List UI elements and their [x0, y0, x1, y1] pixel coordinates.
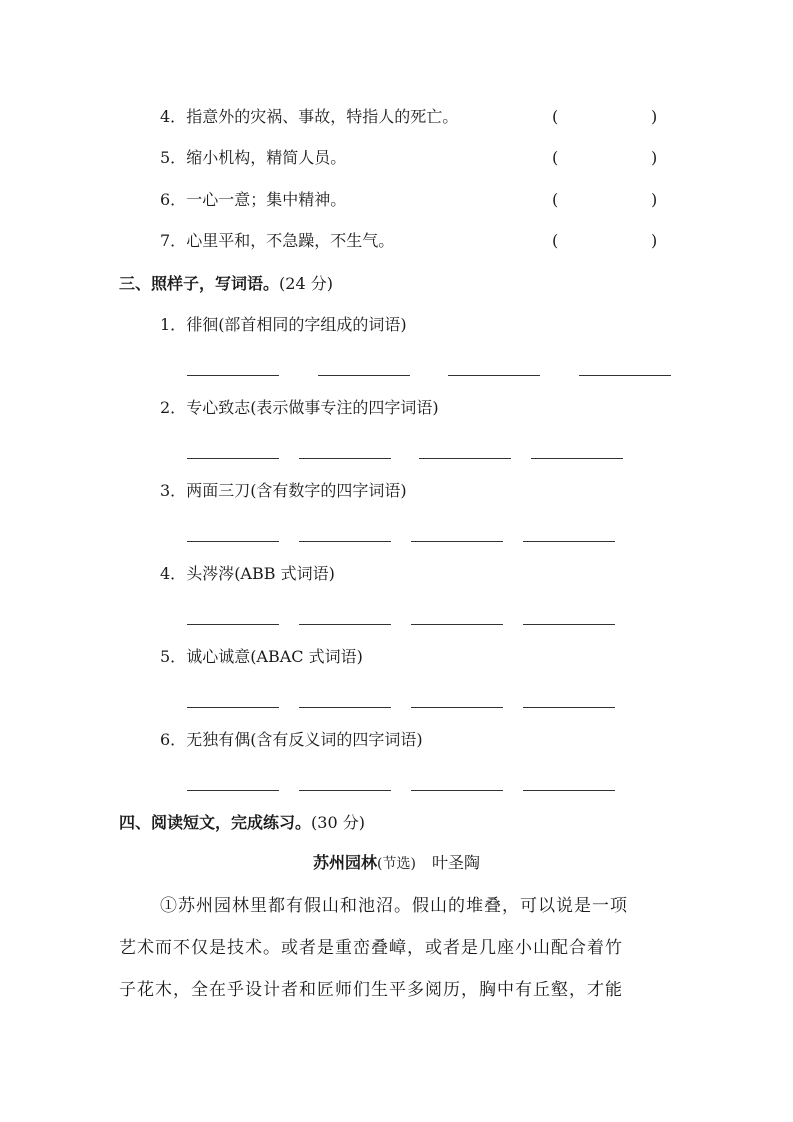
answer-paren-close: ): [651, 231, 658, 250]
answer-blank[interactable]: [523, 541, 615, 542]
item-number: 3．: [160, 481, 187, 500]
item-number: 4．: [160, 564, 187, 583]
answer-paren-close: ): [651, 190, 658, 209]
item-text: 心里平和，不急躁，不生气。: [186, 231, 395, 250]
list-item: [160, 646, 363, 668]
item-text: 专心致志(表示做事专注的四字词语): [186, 398, 439, 417]
answer-blank[interactable]: [299, 541, 391, 542]
list-item: [160, 106, 458, 128]
answer-blank[interactable]: [523, 790, 615, 791]
answer-paren-open: (: [552, 190, 559, 209]
answer-blank[interactable]: [187, 541, 279, 542]
item-text: 一心一意；集中精神。: [186, 190, 347, 209]
item-number: 6．: [160, 190, 187, 209]
passage-line: ①苏州园林里都有假山和池沼。假山的堆叠，可以说是一项: [160, 896, 628, 916]
answer-blank[interactable]: [187, 707, 279, 708]
answer-blank[interactable]: [299, 790, 391, 791]
section3-points: (24 分): [279, 274, 333, 293]
answer-paren-open: (: [552, 231, 559, 250]
answer-blank[interactable]: [187, 375, 279, 376]
item-number: 1．: [160, 315, 187, 334]
list-item: [160, 230, 394, 252]
answer-blank[interactable]: [523, 624, 615, 625]
item-text: 头涔涔(ABB 式词语): [186, 564, 335, 583]
list-item: [160, 189, 346, 211]
answer-blank[interactable]: [419, 458, 511, 459]
answer-paren-open: (: [552, 107, 559, 126]
list-item: [160, 397, 439, 419]
answer-blank[interactable]: [187, 790, 279, 791]
item-text: 诚心诚意(ABAC 式词语): [186, 647, 363, 666]
answer-blank[interactable]: [187, 458, 279, 459]
list-item: [160, 563, 335, 585]
item-text: 徘徊(部首相同的字组成的词语): [186, 315, 407, 334]
item-number: 5．: [160, 647, 187, 666]
passage-title-note: (节选): [377, 856, 416, 872]
item-number: 6．: [160, 730, 187, 749]
item-number: 4．: [160, 107, 187, 126]
answer-blank[interactable]: [411, 790, 503, 791]
answer-blank[interactable]: [411, 707, 503, 708]
answer-blank[interactable]: [299, 458, 391, 459]
item-text: 指意外的灾祸、事故，特指人的死亡。: [186, 107, 459, 126]
answer-blank[interactable]: [187, 624, 279, 625]
answer-blank[interactable]: [299, 624, 391, 625]
answer-paren-open: (: [552, 148, 559, 167]
answer-blank[interactable]: [299, 707, 391, 708]
answer-paren-close: ): [651, 107, 658, 126]
list-item: [160, 147, 346, 169]
answer-blank[interactable]: [531, 458, 623, 459]
list-item: [160, 729, 423, 751]
passage-author: 叶圣陶: [431, 853, 480, 872]
section4-heading: [119, 812, 365, 834]
item-text: 两面三刀(含有数字的四字词语): [186, 481, 407, 500]
section3-heading: [119, 273, 333, 295]
list-item: [160, 480, 407, 502]
answer-blank[interactable]: [411, 541, 503, 542]
answer-paren-close: ): [651, 148, 658, 167]
answer-blank[interactable]: [411, 624, 503, 625]
section3-heading-text: 三、照样子，写词语。: [119, 274, 280, 293]
passage-line: 艺术而不仅是技术。或者是重峦叠嶂，或者是几座小山配合着竹: [119, 938, 623, 958]
list-item: [160, 314, 407, 336]
section4-heading-text: 四、阅读短文，完成练习。: [119, 813, 312, 832]
item-number: 7．: [160, 231, 187, 250]
item-number: 5．: [160, 148, 187, 167]
passage-title: [0, 852, 793, 875]
passage-line: 子花木，全在乎设计者和匠师们生平多阅历，胸中有丘壑，才能: [119, 980, 623, 1000]
answer-blank[interactable]: [318, 375, 410, 376]
item-number: 2．: [160, 398, 187, 417]
answer-blank[interactable]: [523, 707, 615, 708]
answer-blank[interactable]: [448, 375, 540, 376]
section4-points: (30 分): [311, 813, 365, 832]
item-text: 无独有偶(含有反义词的四字词语): [186, 730, 423, 749]
answer-blank[interactable]: [579, 375, 671, 376]
passage-title-text: 苏州园林: [313, 853, 378, 872]
item-text: 缩小机构，精简人员。: [186, 148, 347, 167]
